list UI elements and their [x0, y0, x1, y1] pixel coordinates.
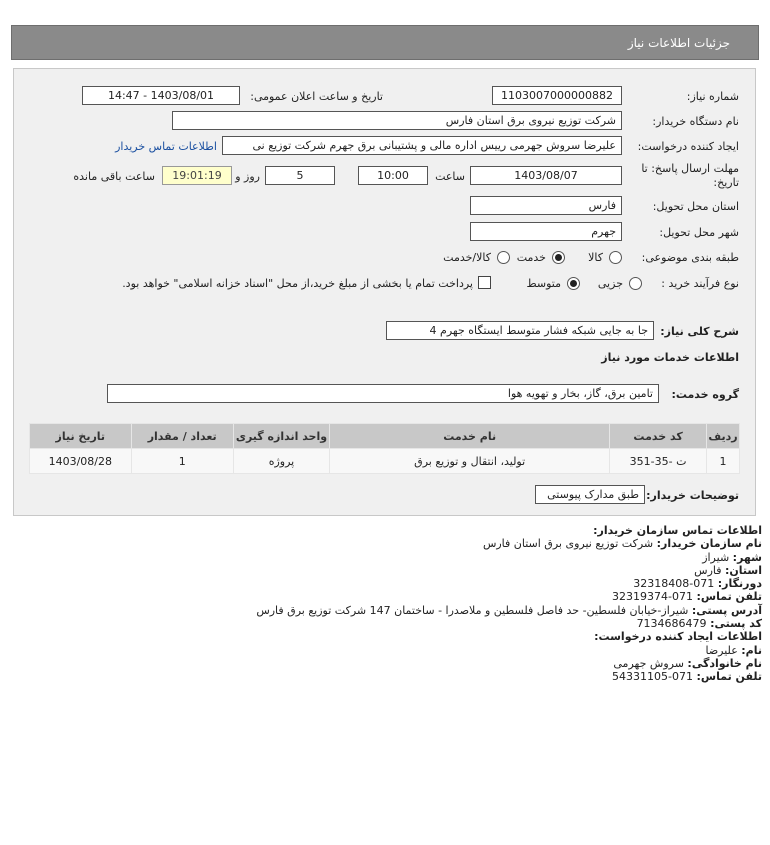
services-section-title: اطلاعات خدمات مورد نیاز	[601, 351, 739, 364]
cell-service-code: ت -35-351	[610, 449, 707, 474]
creator-family-label: نام خانوادگی:	[687, 656, 762, 670]
buyer-org-label: نام دستگاه خریدار:	[652, 115, 739, 128]
cell-need-date: 1403/08/28	[30, 449, 132, 474]
category-goods-service-radio[interactable]	[497, 251, 510, 264]
announce-label: تاریخ و ساعت اعلان عمومی:	[250, 90, 383, 103]
creator-label: ایجاد کننده درخواست:	[637, 140, 739, 153]
col-quantity: تعداد / مقدار	[131, 424, 233, 449]
col-unit: واحد اندازه گیری	[233, 424, 329, 449]
payment-note: پرداخت تمام یا بخشی از مبلغ خرید،از محل "اسناد خزانه اسلامی" خواهد بود.	[122, 277, 473, 290]
contact-phone: 071-32319374	[612, 590, 694, 604]
creator-field[interactable]: علیرضا سروش جهرمی رییس اداره مالی و پشتیبانی برق جهرم شرکت توزیع نی	[222, 136, 622, 155]
category-goods-service-label: کالا/خدمت	[443, 251, 491, 264]
service-group-field[interactable]: تامین برق، گاز، بخار و تهویه هوا	[107, 384, 659, 403]
service-group-label: گروه خدمت:	[671, 388, 739, 401]
buyer-notes-field[interactable]: طبق مدارک پیوستی	[535, 485, 645, 504]
process-medium-label: متوسط	[526, 277, 561, 290]
services-table	[29, 423, 740, 474]
contact-org-label: نام سازمان خریدار:	[656, 537, 762, 551]
days-field[interactable]: 5	[265, 166, 335, 185]
category-goods-label: کالا	[588, 251, 603, 264]
days-label: روز و	[235, 170, 260, 183]
summary-field[interactable]: جا به جایی شبکه فشار متوسط ایستگاه جهرم 4	[386, 321, 654, 340]
col-service-code: کد خدمت	[610, 424, 707, 449]
summary-label: شرح کلی نیاز:	[660, 325, 739, 338]
contact-city: شیراز	[702, 550, 730, 564]
process-medium-radio[interactable]	[567, 277, 580, 290]
cell-quantity: 1	[131, 449, 233, 474]
deadline-time-field[interactable]: 10:00	[358, 166, 428, 185]
creator-name: علیرضا	[705, 643, 738, 657]
process-label: نوع فرآیند خرید :	[661, 277, 739, 290]
category-service-label: خدمت	[516, 251, 546, 264]
creator-phone-label: تلفن تماس:	[696, 670, 762, 684]
creator-name-label: نام:	[741, 643, 762, 657]
col-row: ردیف	[707, 424, 740, 449]
contact-postal: 7134686479	[636, 617, 707, 631]
buyer-org-field[interactable]: شرکت توزیع نیروی برق استان فارس	[172, 111, 622, 130]
creator-phone: 071-54331105	[612, 670, 694, 684]
contact-info	[8, 524, 762, 684]
need-number-label: شماره نیاز:	[686, 90, 739, 103]
contact-address-label: آدرس پستی:	[691, 603, 762, 617]
city-label: شهر محل تحویل:	[659, 226, 739, 239]
province-field[interactable]: فارس	[470, 196, 622, 215]
category-service-radio[interactable]	[552, 251, 565, 264]
cell-row: 1	[707, 449, 740, 474]
page-title: جزئیات اطلاعات نیاز	[627, 36, 730, 50]
contact-fax: 071-32318408	[633, 577, 715, 591]
announce-field[interactable]: 1403/08/01 - 14:47	[82, 86, 240, 105]
city-field[interactable]: جهرم	[470, 222, 622, 241]
remaining-label: ساعت باقی مانده	[73, 170, 155, 183]
category-goods-radio[interactable]	[609, 251, 622, 264]
contact-province-label: استان:	[725, 563, 762, 577]
category-label: طبقه بندی موضوعی:	[641, 251, 739, 264]
contact-city-label: شهر:	[732, 550, 762, 564]
treasury-payment-checkbox[interactable]	[478, 276, 491, 289]
process-minor-label: جزیی	[597, 277, 623, 290]
buyer-contact-link[interactable]: اطلاعات تماس خریدار	[115, 140, 217, 153]
process-minor-radio[interactable]	[629, 277, 642, 290]
contact-postal-label: کد پستی:	[710, 617, 762, 631]
cell-unit: پروژه	[233, 449, 329, 474]
table-row	[30, 449, 740, 474]
contact-phone-label: تلفن تماس:	[696, 590, 762, 604]
creator-family: سروش جهرمی	[613, 656, 684, 670]
contact-title: اطلاعات تماس سازمان خریدار:	[593, 524, 762, 537]
contact-address: شیراز-خیابان فلسطین- حد فاصل فلسطین و ملاصدرا - ساختمان 147 شرکت توزیع برق فارس	[256, 603, 689, 617]
deadline-label: مهلت ارسال پاسخ: تا تاریخ:	[641, 162, 739, 189]
creator-info-title: اطلاعات ایجاد کننده درخواست:	[594, 630, 762, 644]
contact-fax-label: دورنگار:	[717, 577, 762, 591]
time-label: ساعت	[435, 170, 465, 183]
contact-org: شرکت توزیع نیروی برق استان فارس	[482, 537, 654, 551]
contact-province: فارس	[694, 563, 722, 577]
page-header	[11, 25, 759, 60]
cell-service-name: تولید، انتقال و توزیع برق	[330, 449, 610, 474]
need-number-field[interactable]: 1103007000000882	[492, 86, 622, 105]
col-service-name: نام خدمت	[330, 424, 610, 449]
province-label: استان محل تحویل:	[652, 200, 739, 213]
deadline-date-field[interactable]: 1403/08/07	[470, 166, 622, 185]
buyer-notes-label: توضیحات خریدار:	[646, 489, 739, 502]
col-need-date: تاریخ نیاز	[30, 424, 132, 449]
remaining-time-field: 19:01:19	[162, 166, 232, 185]
